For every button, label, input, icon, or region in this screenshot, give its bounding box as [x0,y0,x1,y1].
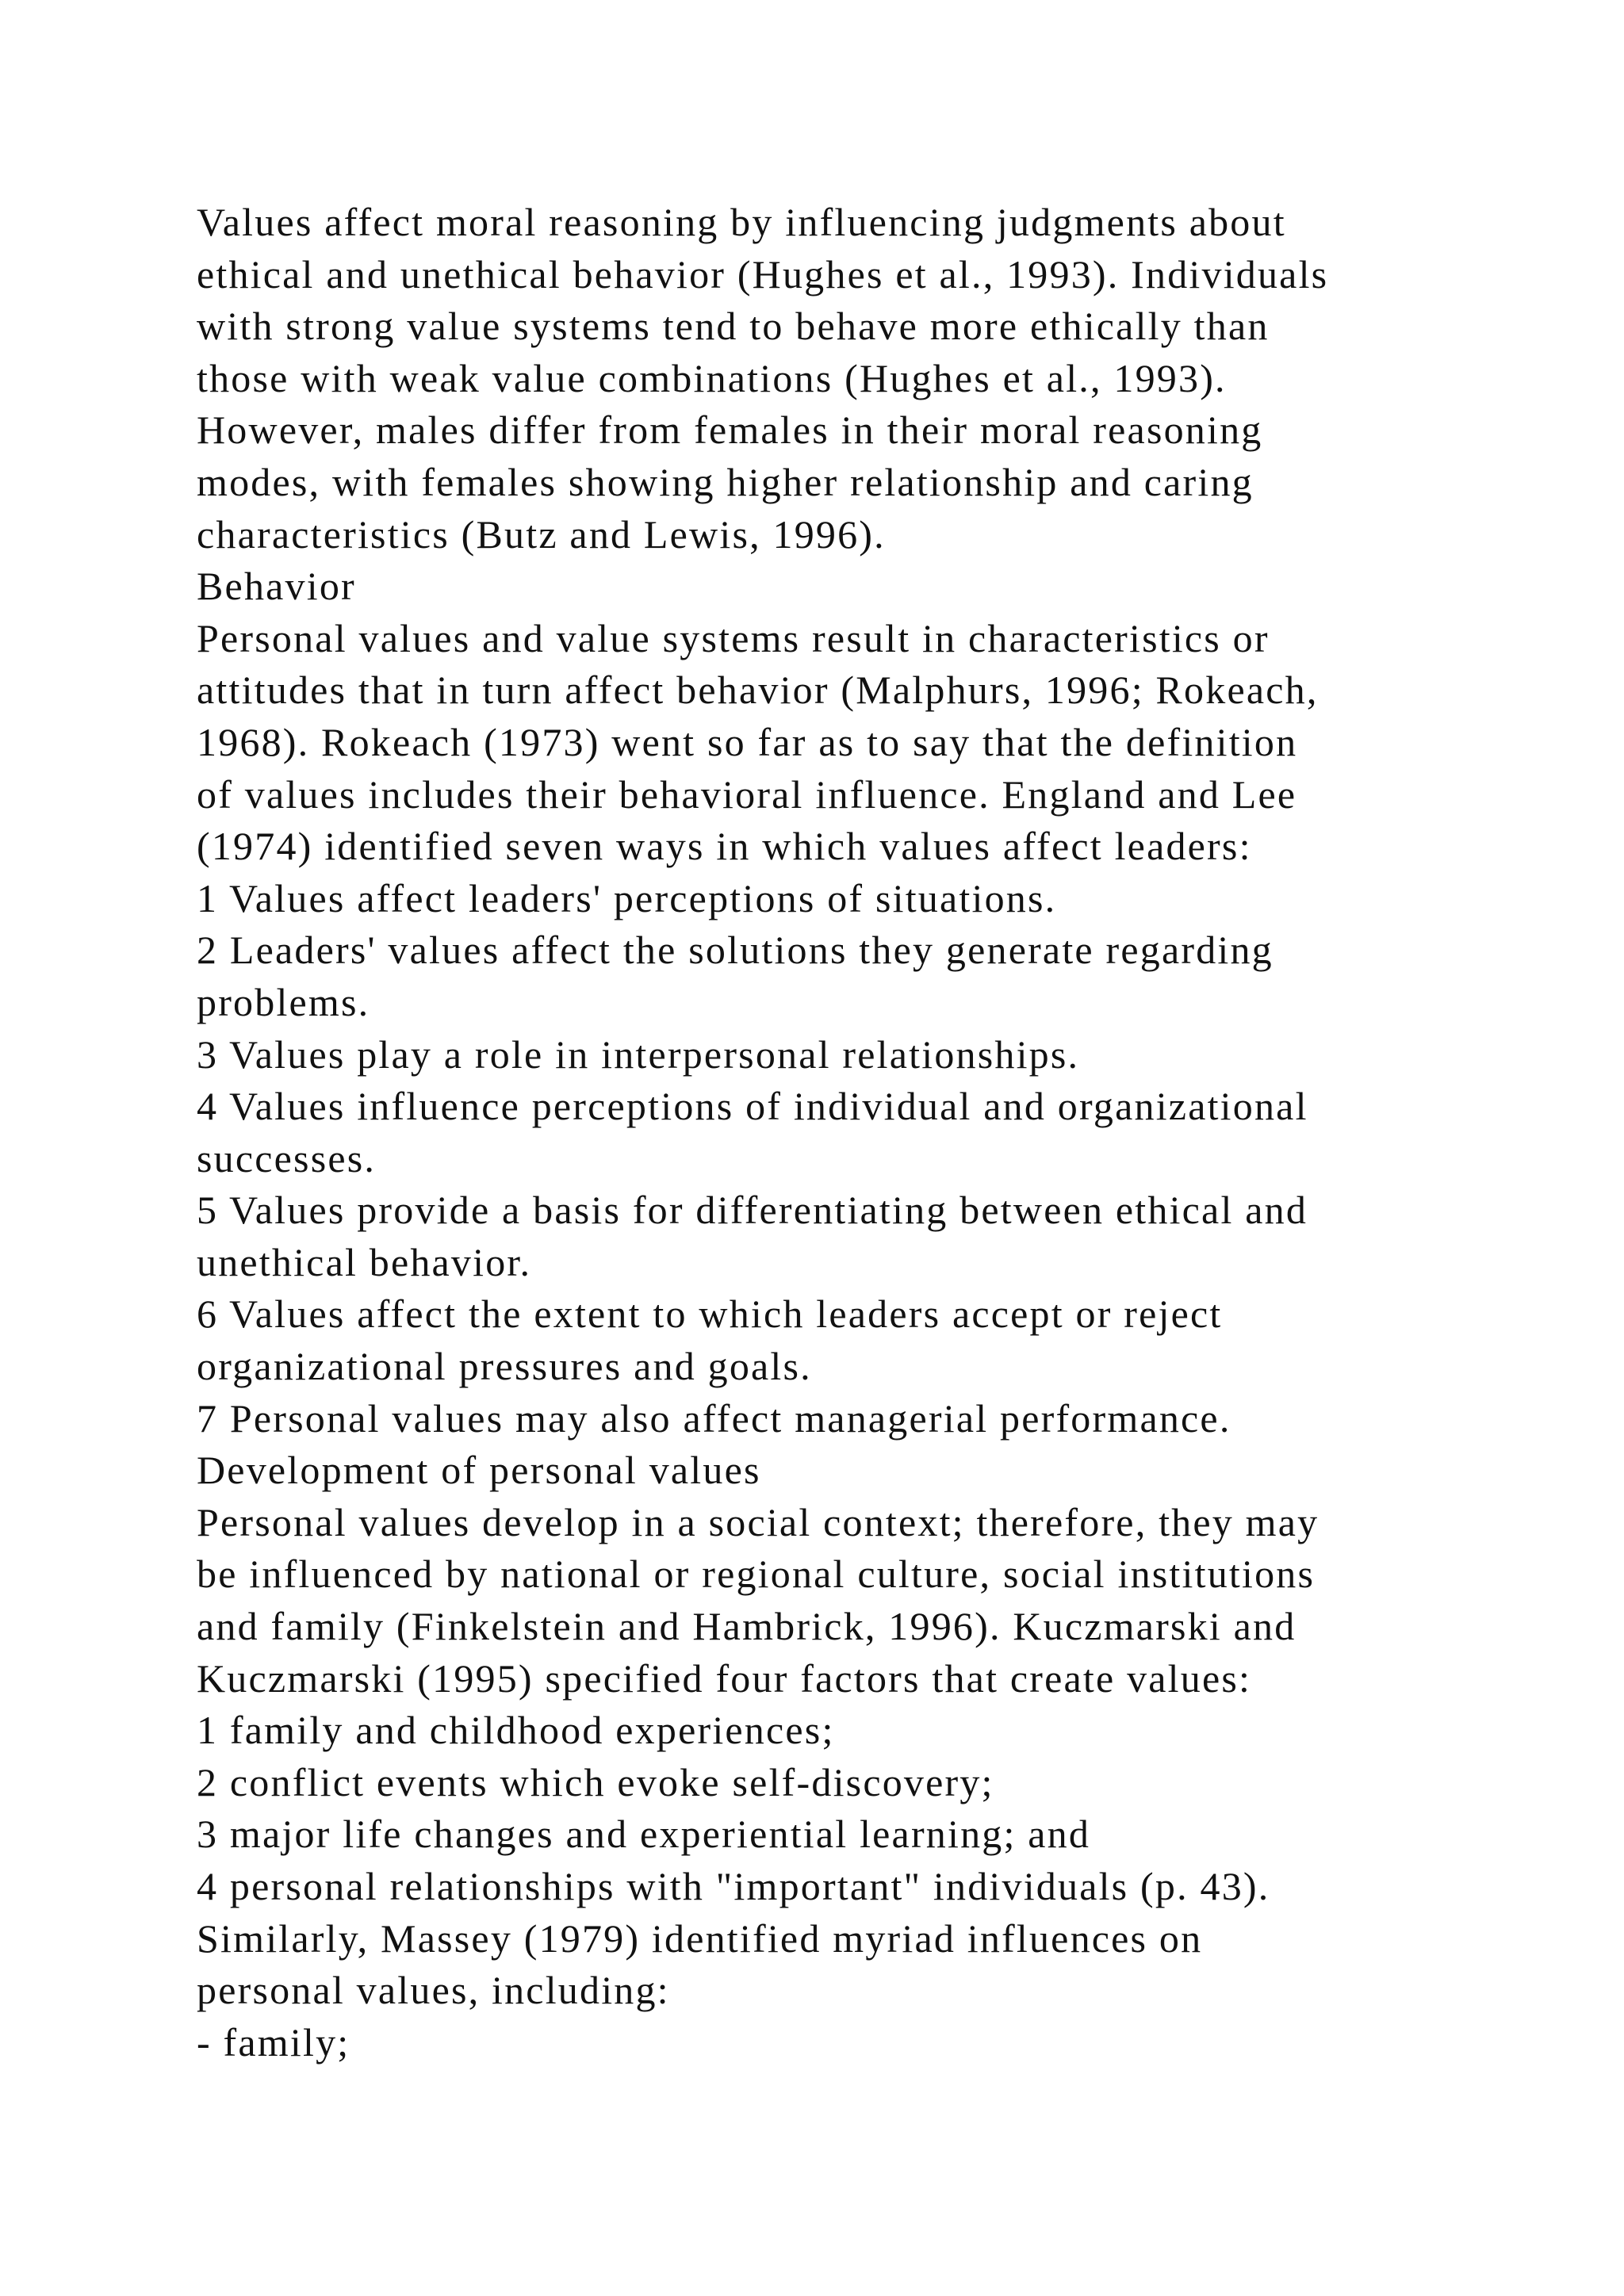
list-item-line: problems. [197,979,370,1024]
list-item-line: 1 family and childhood experiences; [197,1708,835,1753]
section-heading-development: Development of personal values [197,1448,761,1493]
text-line: Similarly, Massey (1979) identified myriad influences on [197,1915,1203,1961]
list-item-line: 3 Values play a role in interpersonal relationships. [197,1031,1080,1077]
list-item-line: successes. [197,1135,377,1181]
text-line: 1968). Rokeach (1973) went so far as to say that the definition [197,719,1298,764]
list-item-line: 1 Values affect leaders' perceptions of situations. [197,875,1057,920]
list-item-line: 4 personal relationships with "important" individuals (p. 43). [197,1864,1270,1908]
text-line: those with weak value combinations (Hughes et al., 1993). [197,355,1227,400]
section-heading-behavior: Behavior [197,564,356,609]
list-item-line: 7 Personal values may also affect managerial performance. [197,1395,1231,1441]
text-line: Kuczmarski (1995) specified four factors that create values: [197,1655,1252,1701]
text-line: personal values, including: [197,1968,670,2013]
text-line: with strong value systems tend to behave more ethically than [197,304,1270,349]
text-line: attitudes that in turn affect behavior (Malphurs, 1996; Rokeach, [197,668,1319,713]
list-item-line: 6 Values affect the extent to which leaders accept or reject [197,1292,1223,1337]
text-line: Values affect moral reasoning by influencing judgments about [197,200,1286,244]
text-line: be influenced by national or regional culture, social institutions [197,1552,1316,1597]
text-line: of values includes their behavioral influence. England and Lee [197,771,1297,817]
text-line: and family (Finkelstein and Hambrick, 1996). Kuczmarski and [197,1604,1297,1649]
text-line: (1974) identified seven ways in which values affect leaders: [197,824,1252,869]
list-item-line: unethical behavior. [197,1239,532,1284]
list-item-line: 2 conflict events which evoke self-discovery; [197,1759,994,1804]
text-line: Personal values and value systems result in characteristics or [197,615,1270,660]
text-line: characteristics (Butz and Lewis, 1996). [197,511,886,557]
list-item-line: 3 major life changes and experiential learning; and [197,1812,1091,1857]
document-text [197,197,1481,2068]
text-line: However, males differ from females in their moral reasoning [197,408,1263,453]
list-item-line: - family; [197,2019,350,2064]
list-item-line: 5 Values provide a basis for differentiating between ethical and [197,1188,1308,1233]
list-item-line: 2 Leaders' values affect the solutions they generate regarding [197,928,1274,973]
text-line: Personal values develop in a social context; therefore, they may [197,1499,1320,1544]
text-line: ethical and unethical behavior (Hughes et al., 1993). Individuals [197,251,1329,297]
list-item-line: 4 Values influence perceptions of individual and organizational [197,1084,1308,1129]
text-line: modes, with females showing higher relationship and caring [197,459,1254,504]
list-item-line: organizational pressures and goals. [197,1344,812,1389]
